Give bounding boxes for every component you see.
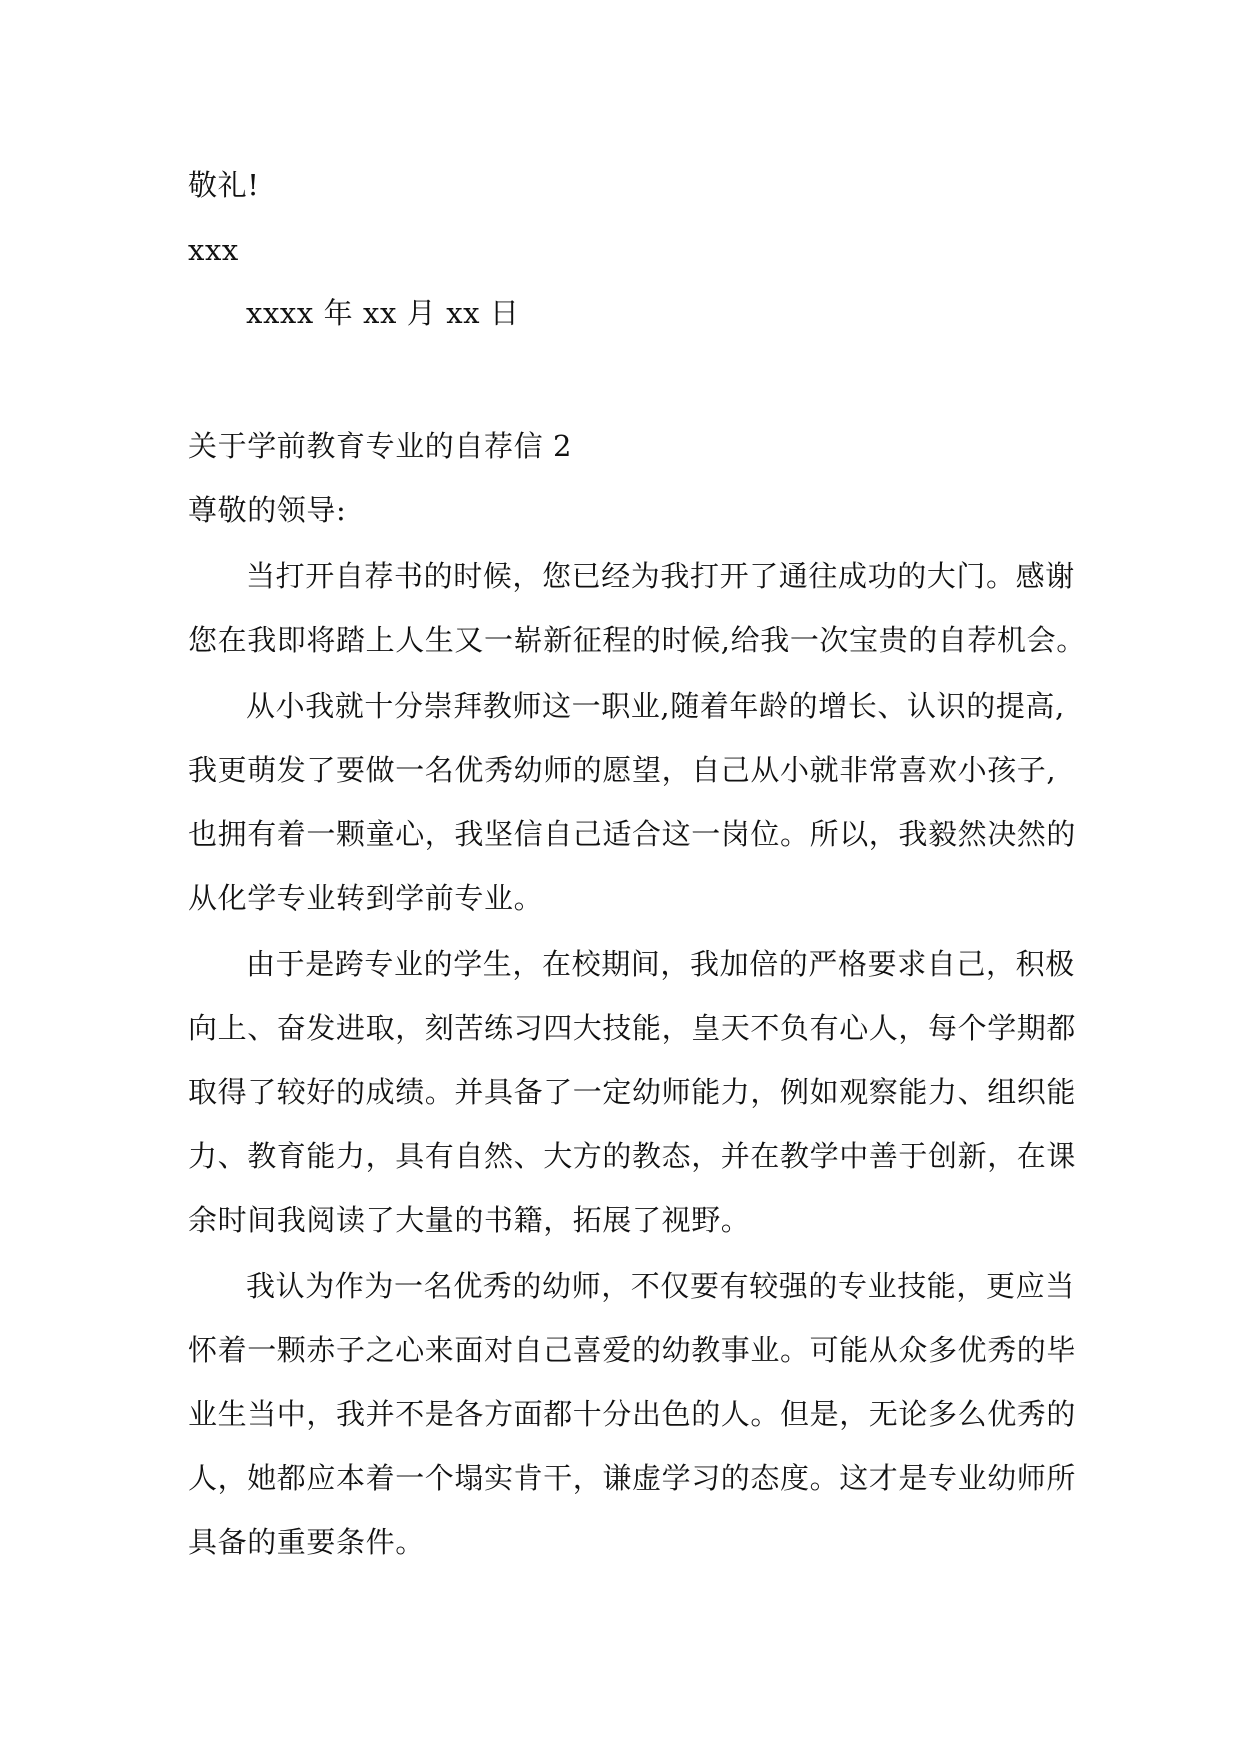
body-line: 怀着一颗赤子之心来面对自己喜爱的幼教事业。可能从众多优秀的毕: [188, 1333, 1077, 1367]
body-line: 业生当中，我并不是各方面都十分出色的人。但是，无论多么优秀的: [188, 1397, 1077, 1431]
body-line: 我认为作为一名优秀的幼师，不仅要有较强的专业技能，更应当: [246, 1269, 1075, 1303]
body-line: 您在我即将踏上人生又一崭新征程的时候,给我一次宝贵的自荐机会。: [188, 623, 1086, 657]
body-line: 力、教育能力，具有自然、大方的教态，并在教学中善于创新，在课: [188, 1139, 1077, 1173]
letter-title: 关于学前教育专业的自荐信 2: [188, 429, 573, 463]
letter-date: xxxx 年 xx 月 xx 日: [246, 296, 520, 330]
body-line: 我更萌发了要做一名优秀幼师的愿望，自己从小就非常喜欢小孩子,: [188, 753, 1057, 787]
body-line: 当打开自荐书的时候，您已经为我打开了通往成功的大门。感谢: [246, 559, 1075, 593]
body-line: 具备的重要条件。: [188, 1525, 425, 1559]
closing-salutation: 敬礼!: [188, 168, 260, 202]
signature: xxx: [188, 233, 239, 267]
body-line: 人，她都应本着一个塌实肯干，谦虚学习的态度。这才是专业幼师所: [188, 1461, 1077, 1495]
body-line: 从小我就十分崇拜教师这一职业,随着年龄的增长、认识的提高,: [246, 689, 1065, 723]
letter-greeting: 尊敬的领导:: [188, 493, 347, 527]
body-line: 取得了较好的成绩。并具备了一定幼师能力，例如观察能力、组织能: [188, 1075, 1077, 1109]
body-line: 从化学专业转到学前专业。: [188, 881, 544, 915]
body-line: 向上、奋发进取，刻苦练习四大技能，皇天不负有心人，每个学期都: [188, 1011, 1077, 1045]
body-line: 也拥有着一颗童心，我坚信自己适合这一岗位。所以，我毅然决然的: [188, 817, 1077, 851]
body-line: 余时间我阅读了大量的书籍，拓展了视野。: [188, 1203, 751, 1237]
body-line: 由于是跨专业的学生，在校期间，我加倍的严格要求自己，积极: [246, 947, 1075, 981]
